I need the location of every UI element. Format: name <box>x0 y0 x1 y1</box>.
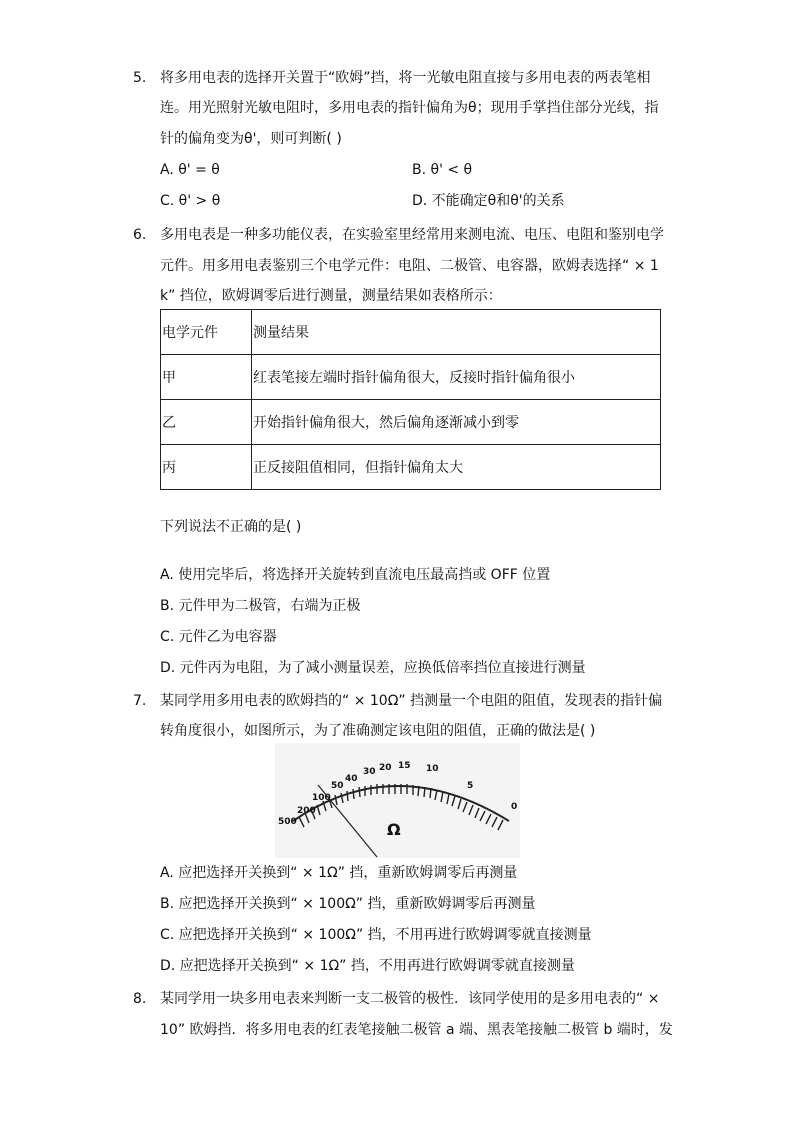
dial-label-15: 15 <box>398 761 411 771</box>
table-header-cell: 电学元件 <box>161 310 252 355</box>
q8-text-line-2: 10” 欧姆挡．将多用电表的红表笔接触二极管 a 端、黑表笔接触二极管 b 端时，发 <box>160 1022 673 1038</box>
q6-option-a[interactable]: A. 使用完毕后，将选择开关旋转到直流电压最高挡或 OFF 位置 <box>160 567 551 583</box>
ohmmeter-dial-figure <box>275 743 520 858</box>
table-cell: 乙 <box>161 400 252 445</box>
q5-number: 5. <box>133 70 147 86</box>
q6-text-line-3: k” 挡位，欧姆调零后进行测量，测量结果如表格所示： <box>160 288 502 304</box>
dial-label-0: 0 <box>511 802 518 812</box>
q6-text-line-2: 元件。用多用电表鉴别三个电学元件：电阻、二极管、电容器，欧姆表选择“ × 1 <box>160 258 659 274</box>
q5-text-line-1: 将多用电表的选择开关置于“欧姆”挡，将一光敏电阻直接与多用电表的两表笔相 <box>160 70 651 86</box>
q5-option-d[interactable]: D. 不能确定θ和θ'的关系 <box>412 193 565 209</box>
q5-text-line-3: 针的偏角变为θ'，则可判断( ) <box>160 131 342 147</box>
q7-option-d[interactable]: D. 应把选择开关换到“ × 1Ω” 挡，不用再进行欧姆调零就直接测量 <box>160 958 575 974</box>
q8-text-line-1: 某同学用一块多用电表来判断一支二极管的极性．该同学使用的是多用电表的“ × <box>160 991 660 1007</box>
table-cell: 红表笔接左端时指针偏角很大，反接时指针偏角很小 <box>252 355 661 400</box>
q5-option-b[interactable]: B. θ' < θ <box>412 162 473 178</box>
q5-text-line-2: 连。用光照射光敏电阻时，多用电表的指针偏角为θ；现用手掌挡住部分光线，指 <box>160 100 659 116</box>
dial-label-200: 200 <box>297 806 316 816</box>
dial-label-100: 100 <box>312 793 331 803</box>
q6-text-line-1: 多用电表是一种多功能仪表，在实验室里经常用来测电流、电压、电阻和鉴别电学 <box>160 227 664 243</box>
table-row <box>161 355 661 400</box>
table-header-row <box>161 310 661 355</box>
table-row <box>161 400 661 445</box>
dial-label-30: 30 <box>363 767 376 777</box>
q7-number: 7. <box>133 693 147 709</box>
table-cell: 开始指针偏角很大，然后偏角逐渐减小到零 <box>252 400 661 445</box>
table-row <box>161 445 661 490</box>
q6-option-d[interactable]: D. 元件丙为电阻，为了减小测量误差，应换低倍率挡位直接进行测量 <box>160 660 586 676</box>
q7-option-b[interactable]: B. 应把选择开关换到“ × 100Ω” 挡，重新欧姆调零后再测量 <box>160 896 536 912</box>
q6-prompt: 下列说法不正确的是( ) <box>160 519 302 535</box>
dial-label-5: 5 <box>467 781 474 791</box>
q8-number: 8. <box>133 991 147 1007</box>
q7-text-line-2: 转角度很小，如图所示，为了准确测定该电阻的阻值，正确的做法是( ) <box>160 723 596 739</box>
dial-label-40: 40 <box>345 774 358 784</box>
dial-unit-omega: Ω <box>387 820 401 839</box>
dial-label-10: 10 <box>426 764 439 774</box>
dial-label-500: 500 <box>278 817 297 827</box>
table-header-cell: 测量结果 <box>252 310 661 355</box>
q5-option-c[interactable]: C. θ' > θ <box>160 193 221 209</box>
q5-option-a[interactable]: A. θ' = θ <box>160 162 220 178</box>
q6-number: 6. <box>133 227 147 243</box>
table-cell: 甲 <box>161 355 252 400</box>
q7-text-line-1: 某同学用多用电表的欧姆挡的“ × 10Ω” 挡测量一个电阻的阻值，发现表的指针偏 <box>160 693 663 709</box>
q6-option-b[interactable]: B. 元件甲为二极管，右端为正极 <box>160 598 361 614</box>
dial-label-50: 50 <box>331 781 344 791</box>
table-cell: 丙 <box>161 445 252 490</box>
q7-option-c[interactable]: C. 应把选择开关换到“ × 100Ω” 挡，不用再进行欧姆调零就直接测量 <box>160 927 592 943</box>
table-cell: 正反接阻值相同，但指针偏角太大 <box>252 445 661 490</box>
q6-results-table <box>160 309 661 490</box>
dial-label-20: 20 <box>379 763 392 773</box>
q6-option-c[interactable]: C. 元件乙为电容器 <box>160 629 277 645</box>
q7-option-a[interactable]: A. 应把选择开关换到“ × 1Ω” 挡，重新欧姆调零后再测量 <box>160 865 518 881</box>
